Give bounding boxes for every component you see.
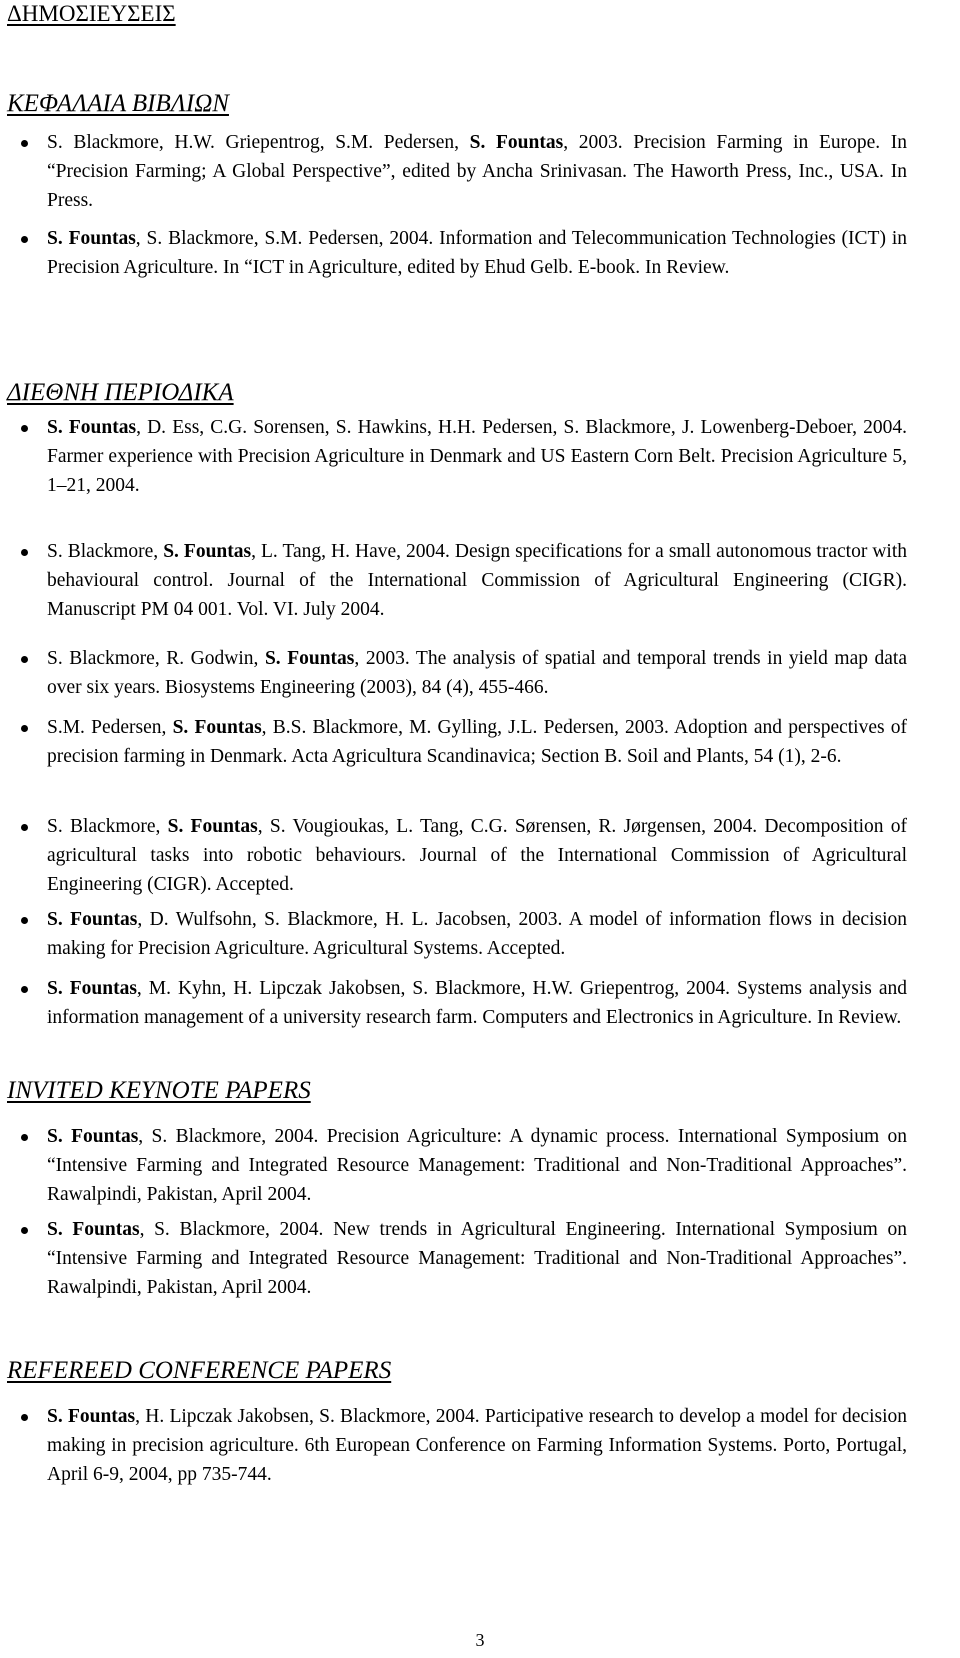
bullet-icon: [21, 236, 28, 243]
section-heading-book-chapters: ΚΕΦΑΛΑΙΑ ΒΙΒΛΙΩΝ: [7, 90, 229, 117]
highlighted-author: S. Fountas: [469, 132, 564, 153]
citation-text: S. Fountas, D. Ess, C.G. Sorensen, S. Hawkins, H.H. Pedersen, S. Blackmore, J. Lowenberg-Deboer, 2004. Farmer experience with Precision Agriculture in Denmark and US Eastern Corn Belt. Precision Agriculture 5, 1–21, 2004.: [47, 417, 907, 496]
citation-text: S. Fountas, D. Wulfsohn, S. Blackmore, H. L. Jacobsen, 2003. A model of information flows in decision making for Precision Agriculture. Agricultural Systems. Accepted.: [47, 909, 907, 959]
bullet-icon: [21, 986, 28, 993]
main-heading: ΔΗΜΟΣΙΕΥΣΕΙΣ: [7, 1, 176, 26]
bullet-icon: [21, 1134, 28, 1141]
highlighted-author: S. Fountas: [264, 648, 355, 669]
citation-text: S. Blackmore, S. Fountas, L. Tang, H. Have, 2004. Design specifications for a small autonomous tractor with behavioural control. Journal of the International Commission of Agricultural Engineering (CIGR). Manuscript PM 04 001. Vol. VI. July 2004.: [47, 541, 907, 620]
bullet-icon: [21, 140, 28, 147]
bullet-icon: [21, 1414, 28, 1421]
highlighted-author: S. Fountas: [47, 1219, 140, 1240]
citation-text: S. Fountas, S. Blackmore, 2004. New trends in Agricultural Engineering. International Symposium on “Intensive Farming and Integrated Resource Management: Traditional and Non-Traditional Approaches”. Rawalpindi, Pakistan, April 2004.: [47, 1219, 908, 1298]
bullet-icon: [21, 549, 28, 556]
page-number: 3: [475, 1630, 485, 1650]
highlighted-author: S. Fountas: [47, 1126, 139, 1147]
section-heading-invited-keynote: INVITED KEYNOTE PAPERS: [7, 1077, 311, 1104]
bullet-icon: [21, 425, 28, 432]
highlighted-author: S. Fountas: [47, 909, 138, 930]
highlighted-author: S. Fountas: [47, 1406, 136, 1427]
citation-text: S. Blackmore, H.W. Griepentrog, S.M. Pedersen, S. Fountas, 2003. Precision Farming in Europe. In “Precision Farming; A Global Perspective”, edited by Ancha Srinivasan. The Haworth Press, Inc., USA. In Press.: [47, 132, 908, 211]
highlighted-author: S. Fountas: [167, 816, 258, 837]
highlighted-author: S. Fountas: [47, 228, 136, 249]
citation-text: S. Blackmore, R. Godwin, S. Fountas, 2003. The analysis of spatial and temporal trends in yield map data over six years. Biosystems Engineering (2003), 84 (4), 455-466.: [47, 648, 908, 698]
citation-text: S. Fountas, H. Lipczak Jakobsen, S. Blackmore, 2004. Participative research to develop a model for decision making in precision agriculture. 6th European Conference on Farming Information Systems. Porto, Portugal, April 6-9, 2004, pp 735-744.: [47, 1406, 908, 1485]
bullet-icon: [21, 725, 28, 732]
bullet-icon: [21, 917, 28, 924]
highlighted-author: S. Fountas: [172, 717, 262, 738]
highlighted-author: S. Fountas: [163, 541, 252, 562]
citation-text: S. Fountas, S. Blackmore, 2004. Precision Agriculture: A dynamic process. International Symposium on “Intensive Farming and Integrated Resource Management: Traditional and Non-Traditional Approaches”. Rawalpindi, Pakistan, April 2004.: [47, 1126, 907, 1205]
bullet-icon: [21, 824, 28, 831]
section-heading-international-journals: ΔΙΕΘΝΗ ΠΕΡΙΟΔΙΚΑ: [7, 379, 234, 406]
bullet-icon: [21, 656, 28, 663]
highlighted-author: S. Fountas: [47, 978, 137, 999]
citation-text: S. Fountas, S. Blackmore, S.M. Pedersen, 2004. Information and Telecommunication Technologies (ICT) in Precision Agriculture. In “ICT in Agriculture, edited by Ehud Gelb. E-book. In Review.: [47, 228, 908, 278]
citation-text: S.M. Pedersen, S. Fountas, B.S. Blackmore, M. Gylling, J.L. Pedersen, 2003. Adoption and perspectives of precision farming in Denmark. Acta Agricultura Scandinavica; Section B. Soil and Plants, 54 (1), 2-6.: [47, 717, 908, 767]
citation-text: S. Blackmore, S. Fountas, S. Vougioukas, L. Tang, C.G. Sørensen, R. Jørgensen, 2004. Decomposition of agricultural tasks into robotic behaviours. Journal of the International Commission of Agricultural Engineering (CIGR). Accepted.: [47, 816, 907, 895]
citation-text: S. Fountas, M. Kyhn, H. Lipczak Jakobsen, S. Blackmore, H.W. Griepentrog, 2004. Systems analysis and information management of a university research farm. Computers and Electronics in Agriculture. In Review.: [47, 978, 907, 1028]
bullet-icon: [21, 1227, 28, 1234]
highlighted-author: S. Fountas: [47, 417, 137, 438]
section-heading-refereed-conference: REFEREED CONFERENCE PAPERS: [7, 1357, 392, 1384]
